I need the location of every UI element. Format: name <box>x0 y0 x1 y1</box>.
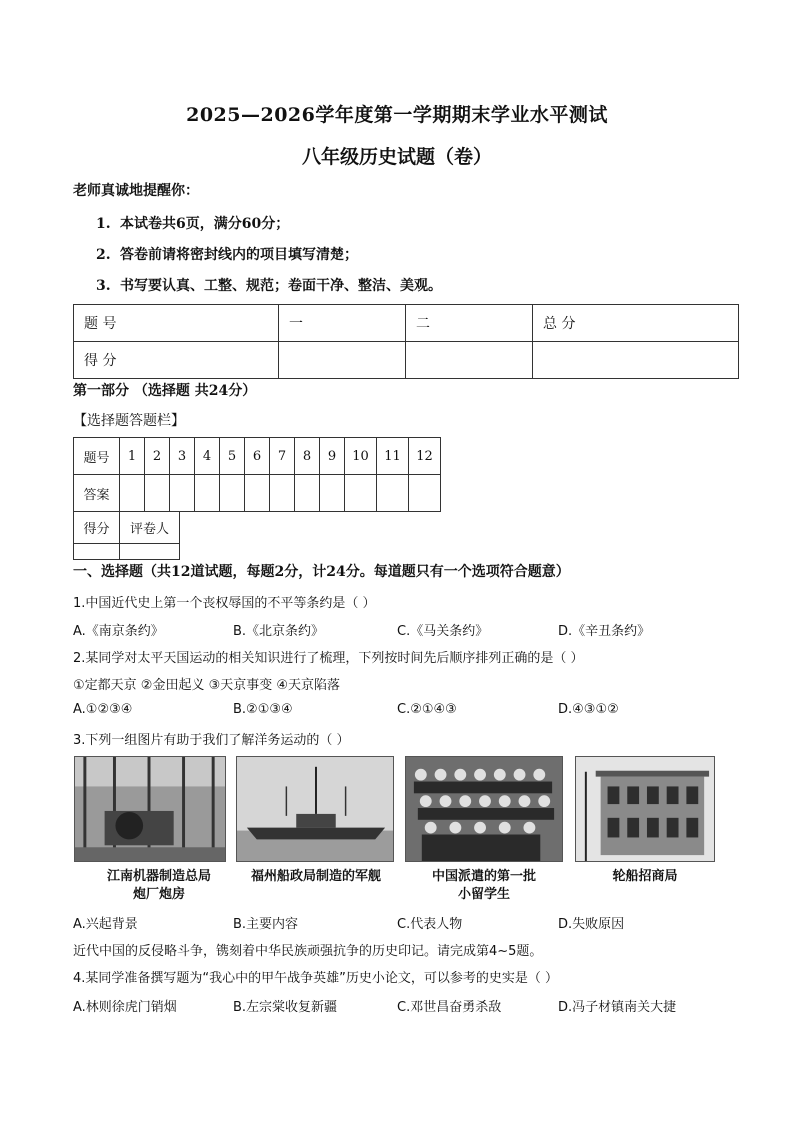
part1-title: 第一部分 （选择题 共24分） <box>73 383 257 399</box>
answer-cell[interactable] <box>170 475 195 512</box>
question-number-cell: 3 <box>170 438 195 475</box>
exam-subtitle: 八年级历史试题（卷） <box>301 146 492 168</box>
option-d[interactable]: D.冯子材镇南关大捷 <box>558 1000 677 1015</box>
question-number-cell: 10 <box>345 438 377 475</box>
question-stem: 1.中国近代史上第一个丧权辱国的不平等条约是（ ） <box>73 596 376 611</box>
question-number-cell: 8 <box>295 438 320 475</box>
option-c[interactable]: C.代表人物 <box>397 917 463 932</box>
question-number-cell: 5 <box>220 438 245 475</box>
score-header-cell: 二 <box>406 305 533 342</box>
notice-item: 3. 书写要认真、工整、规范；卷面干净、整洁、美观。 <box>96 278 442 294</box>
answer-cell[interactable] <box>120 475 145 512</box>
answer-cell[interactable] <box>245 475 270 512</box>
question-stem: 4.某同学准备撰写题为“我心中的甲午战争英雄”历史小论文，可以参考的史实是（ ） <box>73 971 559 986</box>
grader-table <box>73 511 180 560</box>
option-d[interactable]: D.失败原因 <box>558 917 625 932</box>
question-stem: 2.某同学对太平天国运动的相关知识进行了梳理，下列按时间先后顺序排列正确的是（ ） <box>73 651 584 666</box>
question-number-cell: 2 <box>145 438 170 475</box>
score-entry-cell[interactable] <box>279 342 406 379</box>
option-b[interactable]: B.左宗棠收复新疆 <box>233 1000 338 1015</box>
photo-caption: 中国派遣的第一批 小留学生 <box>431 869 536 902</box>
table-row <box>74 544 180 560</box>
question-number-cell: 1 <box>120 438 145 475</box>
notice-heading: 老师真诚地提醒你： <box>73 183 199 199</box>
question-stem: 3.下列一组图片有助于我们了解洋务运动的（ ） <box>73 733 350 748</box>
score-table <box>73 304 739 379</box>
exam-title: 2025—2026学年度第一学期期末学业水平测试 <box>186 104 608 126</box>
table-row <box>74 512 180 544</box>
option-a[interactable]: A.《南京条约》 <box>73 624 164 639</box>
question-number-cell: 7 <box>270 438 295 475</box>
table-row <box>74 342 739 379</box>
option-d[interactable]: D.《辛丑条约》 <box>558 624 651 639</box>
warship-photo <box>236 756 394 862</box>
option-d[interactable]: D.④③①② <box>558 702 619 717</box>
answer-table <box>73 437 441 512</box>
question-number-cell: 12 <box>409 438 441 475</box>
score-entry-cell[interactable] <box>533 342 739 379</box>
option-c[interactable]: C.②①④③ <box>397 702 457 717</box>
answer-cell[interactable] <box>295 475 320 512</box>
answer-cell[interactable] <box>409 475 441 512</box>
answer-bar-label: 【选择题答题栏】 <box>73 413 185 429</box>
score-header-cell: 题 号 <box>74 305 279 342</box>
option-b[interactable]: B.主要内容 <box>233 917 299 932</box>
question-extra: ①定都天京 ②金田起义 ③天京事变 ④天京陷落 <box>73 678 341 693</box>
score-row-label: 得 分 <box>74 342 279 379</box>
answer-cell[interactable] <box>270 475 295 512</box>
arsenal-factory-photo <box>74 756 226 862</box>
option-a[interactable]: A.林则徐虎门销烟 <box>73 1000 177 1015</box>
question-number-cell: 6 <box>245 438 270 475</box>
table-row <box>74 475 441 512</box>
answer-cell[interactable] <box>145 475 170 512</box>
option-c[interactable]: C.邓世昌奋勇杀敌 <box>397 1000 502 1015</box>
score-header-cell: 总 分 <box>533 305 739 342</box>
answer-cell[interactable] <box>320 475 345 512</box>
section-heading: 一、选择题（共12道试题，每题2分，计24分。每道题只有一个选项符合题意） <box>73 564 570 580</box>
score-header-cell: 一 <box>279 305 406 342</box>
question-number-cell: 4 <box>195 438 220 475</box>
photo-caption: 江南机器制造总局 炮厂炮房 <box>106 869 211 902</box>
question-number-cell: 9 <box>320 438 345 475</box>
option-a[interactable]: A.①②③④ <box>73 702 133 717</box>
notice-item: 1. 本试卷共6页，满分60分； <box>96 216 290 232</box>
grader-score-label: 得分 <box>74 512 120 544</box>
grader-score-cell[interactable] <box>74 544 120 560</box>
table-row <box>74 438 441 475</box>
answer-row-label: 答案 <box>74 475 120 512</box>
answer-cell[interactable] <box>377 475 409 512</box>
photo-caption: 福州船政局制造的军舰 <box>250 869 381 884</box>
option-a[interactable]: A.兴起背景 <box>73 917 138 932</box>
answer-cell[interactable] <box>195 475 220 512</box>
photo-caption: 轮船招商局 <box>612 869 678 884</box>
notice-item: 2. 答卷前请将密封线内的项目填写清楚； <box>96 247 358 263</box>
steamship-bureau-building-photo <box>575 756 715 862</box>
answer-cell[interactable] <box>345 475 377 512</box>
option-c[interactable]: C.《马关条约》 <box>397 624 489 639</box>
answer-cell[interactable] <box>220 475 245 512</box>
question-number-cell: 11 <box>377 438 409 475</box>
answer-row-label: 题号 <box>74 438 120 475</box>
table-row <box>74 305 739 342</box>
grader-name-label: 评卷人 <box>120 512 180 544</box>
grader-name-cell[interactable] <box>120 544 180 560</box>
option-b[interactable]: B.②①③④ <box>233 702 293 717</box>
score-entry-cell[interactable] <box>406 342 533 379</box>
option-b[interactable]: B.《北京条约》 <box>233 624 325 639</box>
question-intro: 近代中国的反侵略斗争，镌刻着中华民族顽强抗争的历史印记。请完成第4~5题。 <box>73 944 543 959</box>
students-group-photo <box>405 756 563 862</box>
